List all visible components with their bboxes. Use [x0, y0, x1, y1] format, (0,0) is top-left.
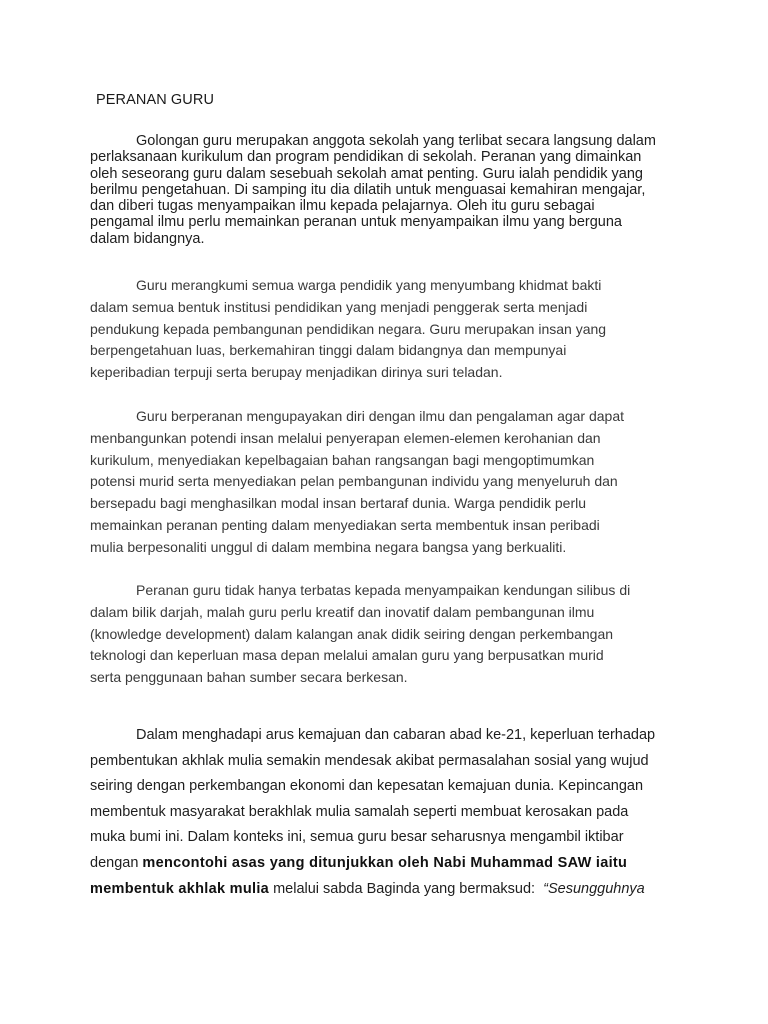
paragraph-line: berilmu pengetahuan. Di samping itu dia dilatih untuk menguasai kemahiran mengajar, — [90, 181, 646, 198]
paragraph-line: berpengetahuan luas, berkemahiran tinggi dalam bidangnya dan mempunyai — [90, 342, 567, 359]
paragraph-2 — [90, 275, 690, 384]
paragraph-line: oleh seseorang guru dalam sesebuah sekolah amat penting. Guru ialah pendidik yang — [90, 165, 643, 182]
paragraph-line: seiring dengan perkembangan ekonomi dan kepesatan kemajuan dunia. Kepincangan — [90, 778, 644, 795]
paragraph-line: dalam bidangnya. — [90, 230, 205, 247]
paragraph-3 — [90, 406, 690, 559]
paragraph-line: teknologi dan keperluan masa depan melalui amalan guru yang berpusatkan murid — [90, 647, 604, 664]
paragraph-line: membentuk masyarakat berakhlak mulia samalah seperti membuat kerosakan pada — [90, 803, 629, 820]
paragraph-line: pengamal ilmu perlu memainkan peranan untuk menyampaikan ilmu yang berguna — [90, 214, 622, 231]
line-body-text: melalui sabda Baginda yang bermaksud: — [269, 880, 544, 897]
paragraph-5 — [90, 723, 690, 902]
paragraph-line: pendukung kepada pembangunan pendidikan negara. Guru merupakan insan yang — [90, 320, 607, 337]
italic-quote-text: “Sesungguhnya — [543, 880, 645, 897]
paragraph-line: keperibadian terpuji serta berupay menjadikan dirinya suri teladan. — [90, 364, 503, 381]
paragraph-line: muka bumi ini. Dalam konteks ini, semua guru besar seharusnya mengambil iktibar — [90, 829, 624, 846]
paragraph-line: Peranan guru tidak hanya terbatas kepada menyampaikan kendungan silibus di — [136, 582, 631, 598]
paragraph-line: Golongan guru merupakan anggota sekolah yang terlibat secara langsung dalam — [136, 133, 656, 149]
paragraph-line: Dalam menghadapi arus kemajuan dan cabaran abad ke-21, keperluan terhadap — [136, 727, 656, 743]
paragraph-line: Guru berperanan mengupayakan diri dengan ilmu dan pengalaman agar dapat — [136, 408, 625, 424]
paragraph-line: mulia berpesonaliti unggul di dalam membina negara bangsa yang berkualiti. — [90, 538, 567, 555]
paragraph-line: Guru merangkumi semua warga pendidik yang menyumbang khidmat bakti — [136, 277, 602, 293]
paragraph-line: potensi murid serta menyediakan pelan pembangunan individu yang menyeluruh dan — [90, 473, 618, 490]
bold-emphasis-text: mencontohi asas yang ditunjukkan oleh Nabi Muhammad SAW iaitu — [142, 854, 628, 871]
paragraph-line: memainkan peranan penting dalam menyediakan serta membentuk insan peribadi — [90, 516, 600, 533]
paragraph-4 — [90, 580, 690, 689]
paragraph-line: menbangunkan potendi insan melalui penyerapan elemen-elemen kerohanian dan — [90, 429, 601, 446]
paragraph-line: bersepadu bagi menghasilkan modal insan bertaraf dunia. Warga pendidik perlu — [90, 495, 587, 512]
paragraph-line-mixed — [90, 851, 690, 877]
paragraph-line-mixed — [90, 877, 690, 903]
document-title: PERANAN GURU — [96, 92, 215, 108]
paragraph-line: (knowledge development) dalam kalangan anak didik seiring dengan perkembangan — [90, 625, 614, 642]
line-prefix-text: dengan — [90, 854, 143, 871]
paragraph-line: dan diberi tugas menyampaikan ilmu kepada pelajarnya. Oleh itu guru sebagai — [90, 198, 595, 215]
paragraph-line: dalam bilik darjah, malah guru perlu kreatif dan inovatif dalam pembangunan ilmu — [90, 603, 595, 620]
paragraph-line: pembentukan akhlak mulia semakin mendesak akibat permasalahan sosial yang wujud — [90, 752, 649, 769]
paragraph-1 — [90, 133, 690, 247]
paragraph-line: perlaksanaan kurikulum dan program pendidikan di sekolah. Peranan yang dimainkan — [90, 149, 642, 166]
paragraph-line: serta penggunaan bahan sumber secara berkesan. — [90, 669, 408, 686]
paragraph-line: dalam semua bentuk institusi pendidikan yang menjadi penggerak serta menjadi — [90, 298, 588, 315]
bold-emphasis-text: membentuk akhlak mulia — [90, 880, 270, 897]
paragraph-line: kurikulum, menyediakan kepelbagaian bahan rangsangan bagi mengoptimumkan — [90, 451, 595, 468]
